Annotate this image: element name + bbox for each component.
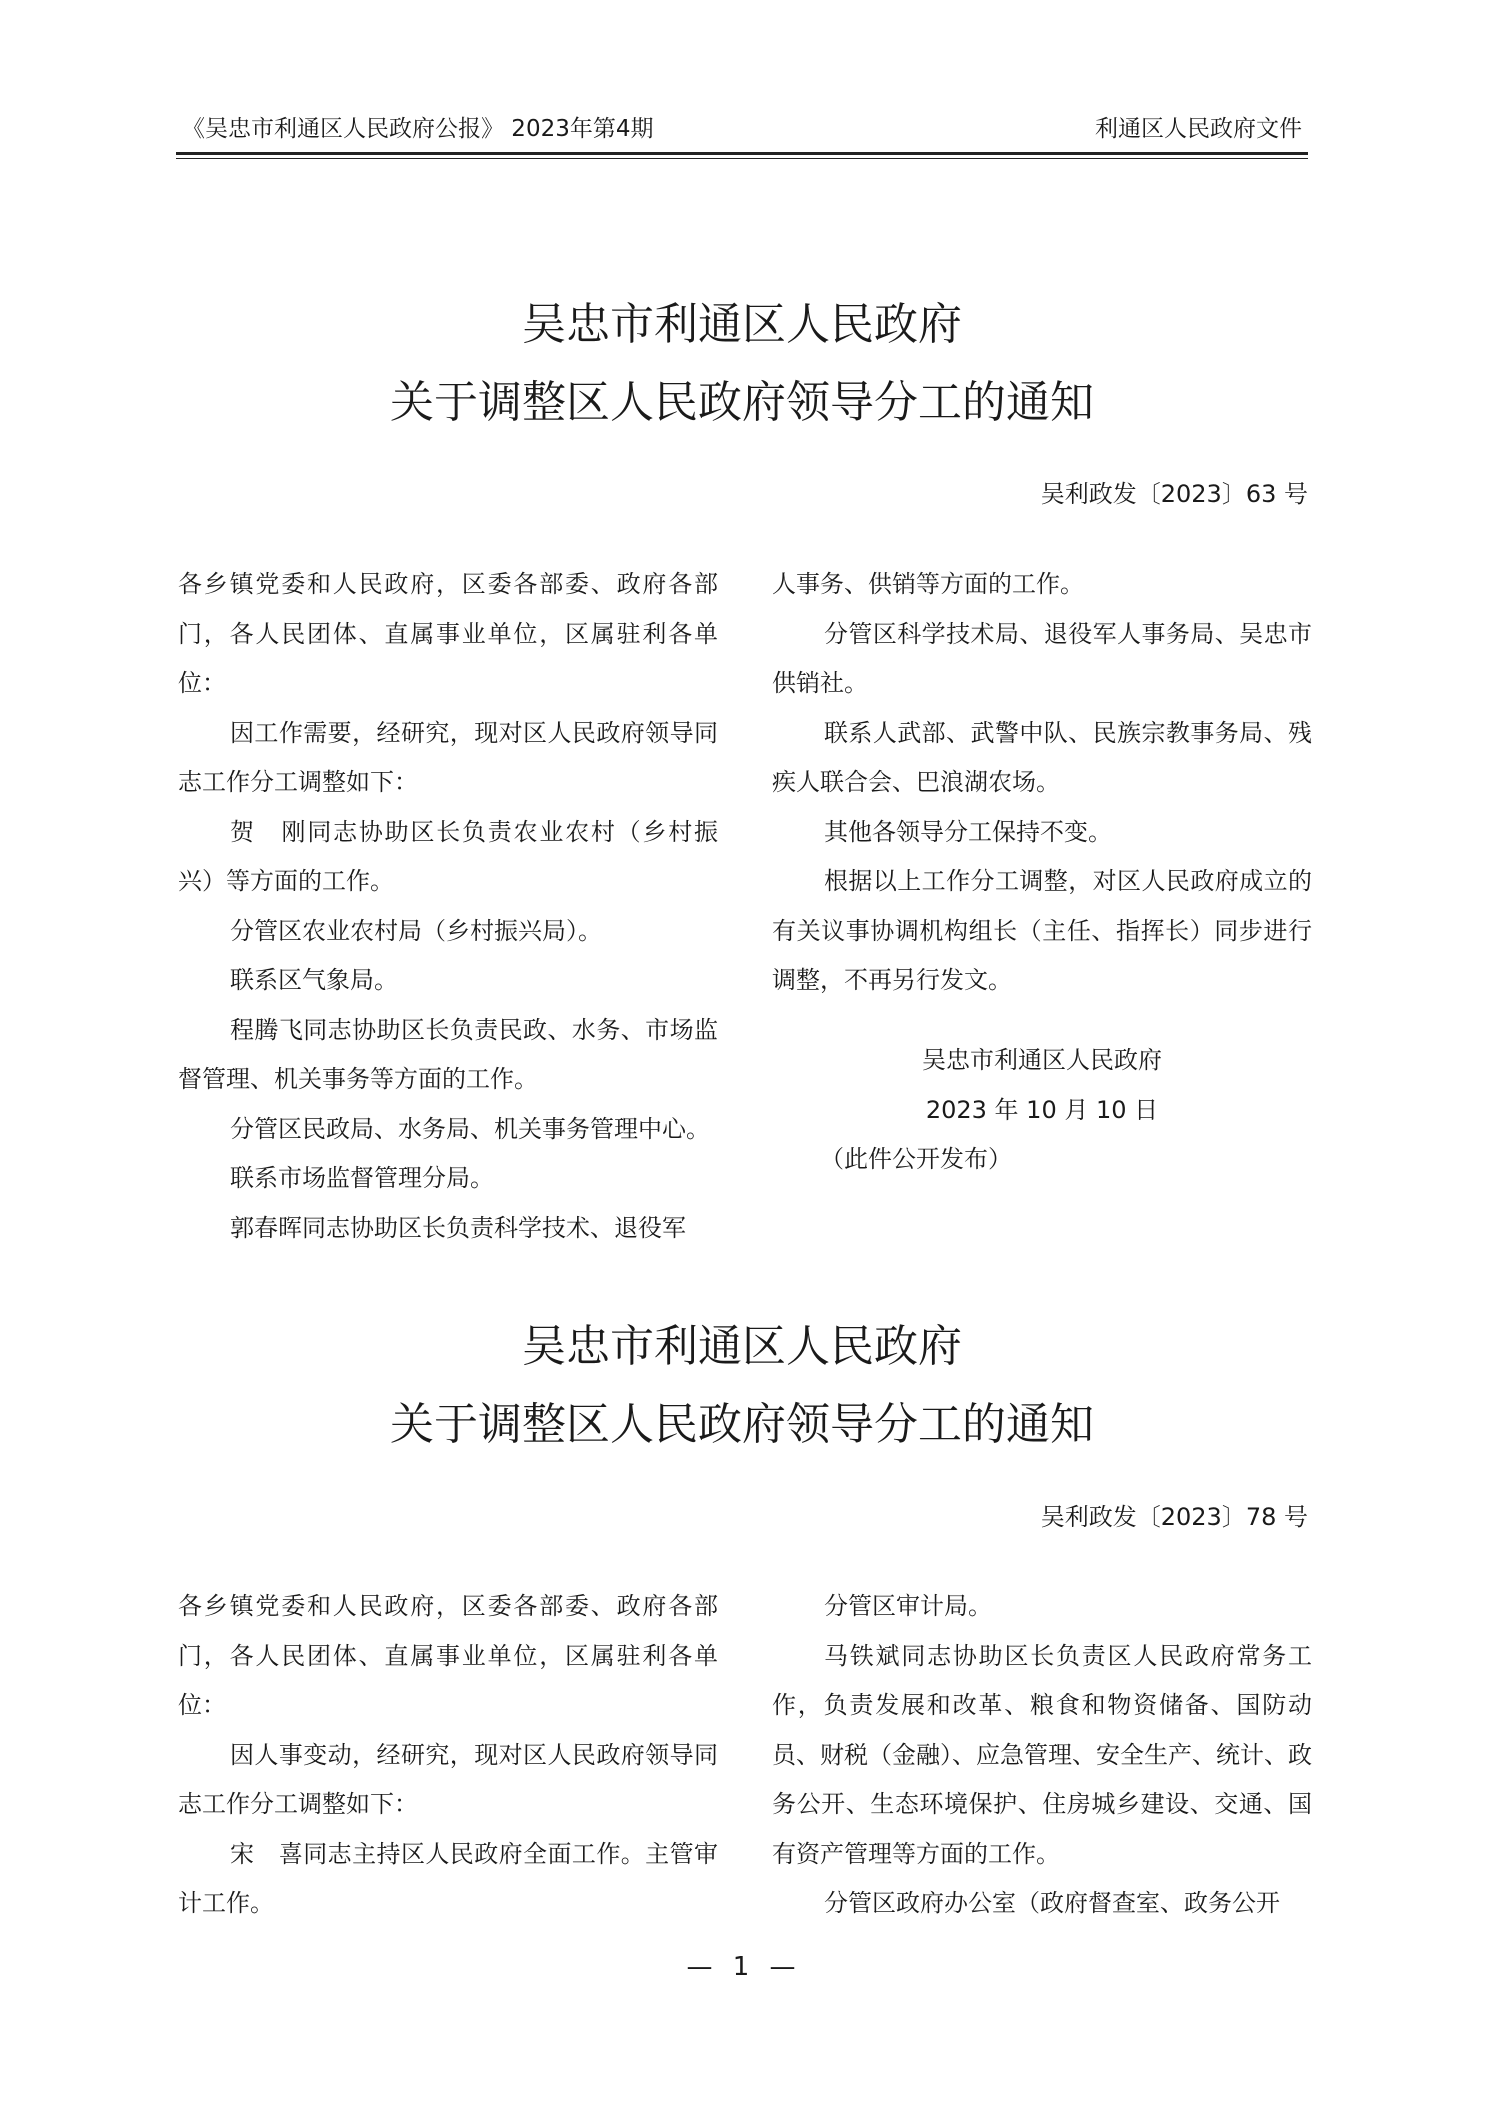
page-number: — 1 — <box>686 1952 802 1982</box>
notice2-paragraph: 马铁斌同志协助区长负责区人民政府常务工作，负责发展和改革、粮食和物资储备、国防动员、财税（金融）、应急管理、安全生产、统计、政务公开、生态环境保护、住房城乡建设、交通、国有资产管理等方面的工作。 <box>772 1641 1312 1868</box>
notice1-paragraph: 程腾飞同志协助区长负责民政、水务、市场监督管理、机关事务等方面的工作。 <box>178 1015 718 1093</box>
notice2-left-column <box>178 1582 718 1929</box>
notice2-title-line2: 关于调整区人民政府领导分工的通知 <box>390 1399 1094 1450</box>
notice1-paragraph: 其他各领导分工保持不变。 <box>824 817 1112 846</box>
notice2-title-line1: 吴忠市利通区人民政府 <box>522 1321 962 1372</box>
notice2-title <box>176 1308 1308 1464</box>
notice1-title-line1: 吴忠市利通区人民政府 <box>522 299 962 350</box>
notice1-paragraph: 联系区气象局。 <box>230 966 398 994</box>
notice1-paragraph: 分管区科学技术局、退役军人事务局、吴忠市供销社。 <box>772 619 1312 697</box>
notice2-doc-number: 吴利政发〔2023〕78 号 <box>1040 1503 1308 1531</box>
notice1-doc-number: 吴利政发〔2023〕63 号 <box>1040 480 1308 508</box>
notice1-addressee: 各乡镇党委和人民政府，区委各部委、政府各部门，各人民团体、直属事业单位，区属驻利各单位： <box>178 570 718 697</box>
notice1-title <box>176 286 1308 442</box>
notice1-paragraph: 根据以上工作分工调整，对区人民政府成立的有关议事协调机构组长（主任、指挥长）同步进行调整，不再另行发文。 <box>772 867 1312 994</box>
notice2-addressee: 各乡镇党委和人民政府，区委各部委、政府各部门，各人民团体、直属事业单位，区属驻利各单位： <box>178 1592 718 1719</box>
notice2-paragraph: 因人事变动，经研究，现对区人民政府领导同志工作分工调整如下： <box>178 1740 718 1818</box>
notice1-paragraph: 因工作需要，经研究，现对区人民政府领导同志工作分工调整如下： <box>178 718 718 796</box>
notice2-paragraph: 分管区审计局。 <box>824 1592 992 1620</box>
notice1-paragraph: 贺 刚同志协助区长负责农业农村（乡村振兴）等方面的工作。 <box>178 817 718 895</box>
notice1-signature-date: 2023 年 10 月 10 日 <box>925 1095 1159 1124</box>
document-type-label: 利通区人民政府文件 <box>1095 116 1302 142</box>
notice1-title-line2: 关于调整区人民政府领导分工的通知 <box>390 377 1094 428</box>
notice2-paragraph: 宋 喜同志主持区人民政府全面工作。主管审计工作。 <box>178 1839 718 1917</box>
gazette-issue-label: 《吴忠市利通区人民政府公报》 2023年第4期 <box>182 116 654 142</box>
header-rule-thick <box>176 152 1308 155</box>
notice1-paragraph: 郭春晖同志协助区长负责科学技术、退役军 <box>230 1213 686 1242</box>
notice1-signature-org: 吴忠市利通区人民政府 <box>922 1046 1162 1074</box>
notice1-right-column <box>772 560 1312 1006</box>
notice1-paragraph: 联系人武部、武警中队、民族宗教事务局、残疾人联合会、巴浪湖农场。 <box>772 718 1312 796</box>
notice1-publication-note: （此件公开发布） <box>820 1145 1012 1173</box>
notice1-paragraph: 分管区民政局、水务局、机关事务管理中心。 <box>230 1114 710 1143</box>
notice1-paragraph: 分管区农业农村局（乡村振兴局）。 <box>230 916 602 945</box>
page-header <box>176 110 1308 146</box>
notice1-paragraph-continued: 人事务、供销等方面的工作。 <box>772 570 1084 598</box>
notice2-right-column <box>772 1582 1312 1929</box>
header-rule-thin <box>176 158 1308 159</box>
notice1-left-column <box>178 560 718 1253</box>
notice1-signature-block <box>772 1036 1312 1185</box>
notice1-paragraph: 联系市场监督管理分局。 <box>230 1164 494 1192</box>
notice2-paragraph: 分管区政府办公室（政府督查室、政务公开 <box>824 1889 1280 1917</box>
